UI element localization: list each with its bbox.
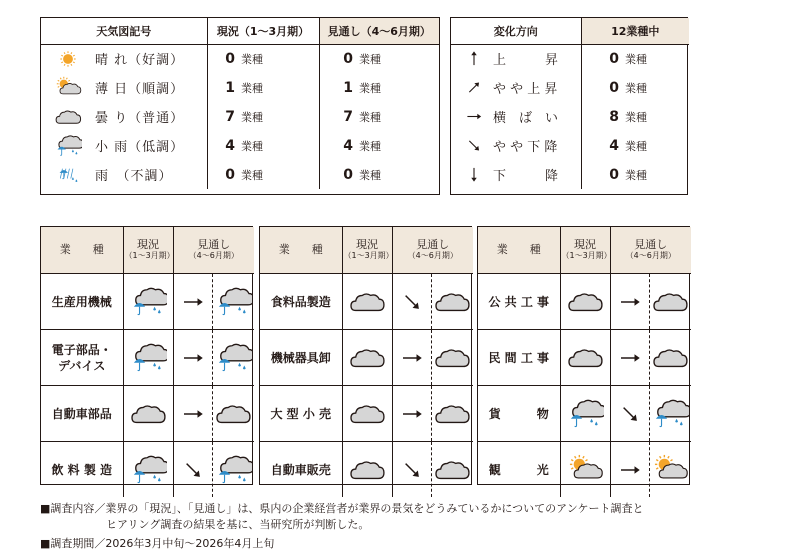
unit-label: 業種 xyxy=(241,139,263,153)
industry-name: 公 共 工 事 xyxy=(478,274,560,330)
arrow-right-icon xyxy=(173,274,212,330)
industry-name: 機械器具卸 xyxy=(260,330,342,386)
direction-legend-row xyxy=(451,102,689,131)
industry-name: 自動車販売 xyxy=(270,462,331,477)
unit-label: 業種 xyxy=(359,139,381,153)
rain-icon xyxy=(53,163,83,187)
unit-label: 業種 xyxy=(625,81,647,95)
arrow-right-icon xyxy=(610,274,649,330)
current-count: 7 xyxy=(207,102,241,131)
industry-name: 民 間 工 事 xyxy=(478,330,560,386)
direction-label: 横 ば い xyxy=(493,111,559,126)
weather-legend-label-cell xyxy=(41,131,207,160)
direction-label-cell xyxy=(451,160,581,189)
header-current: 現況（1～3月期） xyxy=(207,18,319,44)
header-symbol: 天気図記号 xyxy=(96,24,152,38)
cloud-icon xyxy=(560,330,610,386)
header-count: 12業種中 xyxy=(581,18,689,44)
direction-legend-table xyxy=(450,17,688,195)
sun-cloud-icon xyxy=(649,442,691,498)
arrow-down-right-icon xyxy=(463,136,485,155)
header-outlook: 見通し（4～6月期） xyxy=(319,18,439,44)
arrow-up-icon xyxy=(463,49,485,68)
cloud-rain-icon xyxy=(649,386,691,442)
direction-label: 下 降 xyxy=(493,169,559,184)
header-outlook: 見通し （4～6月期） xyxy=(610,227,691,274)
sun-cloud-icon xyxy=(560,442,610,498)
cloud-rain-icon xyxy=(212,442,254,498)
weather-label: 小 雨（低調） xyxy=(95,140,185,155)
arrow-right-icon xyxy=(173,330,212,386)
industry-name: 大 型 小 売 xyxy=(260,386,342,442)
cloud-rain-icon xyxy=(123,330,173,386)
cloud-icon xyxy=(431,442,473,498)
header-industry: 業 種 xyxy=(41,227,123,274)
weather-label: 曇 り（普通） xyxy=(95,111,185,126)
outlook-count: 0 xyxy=(319,44,359,73)
direction-label-cell xyxy=(451,131,581,160)
industry-name: 観 光 xyxy=(488,462,549,477)
weather-legend-label-cell xyxy=(41,102,207,131)
weather-legend-row xyxy=(41,131,439,160)
industry-row xyxy=(41,386,254,442)
direction-legend-row xyxy=(451,44,689,73)
header-current: 現況 （1～3月期） xyxy=(342,227,392,274)
direction-label-cell xyxy=(451,44,581,73)
header-current: 現況 （1～3月期） xyxy=(123,227,173,274)
cloud-icon xyxy=(342,274,392,330)
weather-legend-table xyxy=(40,17,440,195)
industry-row xyxy=(260,330,473,386)
arrow-right-icon xyxy=(610,442,649,498)
cloud-icon xyxy=(342,442,392,498)
industry-row xyxy=(478,274,691,330)
header-industry: 業 種 xyxy=(478,227,560,274)
sun-cloud-icon xyxy=(53,76,83,100)
arrow-down-right-icon xyxy=(610,386,649,442)
weather-legend-row xyxy=(41,73,439,102)
header-outlook: 見通し （4～6月期） xyxy=(392,227,473,274)
unit-label: 業種 xyxy=(241,168,263,182)
arrow-right-icon xyxy=(173,386,212,442)
direction-count: 0 xyxy=(581,160,625,189)
industry-name: 自動車部品 xyxy=(41,386,123,442)
industry-name: 食料品製造 xyxy=(260,274,342,330)
weather-legend-row xyxy=(41,160,439,189)
weather-legend-row xyxy=(41,44,439,73)
note-content: ■調査内容／業界の「現況」、「見通し」は、県内の企業経営者が業界の景気をどうみているかについてのアンケート調査と xyxy=(40,502,644,515)
weather-legend-label-cell xyxy=(41,160,207,189)
current-count: 1 xyxy=(207,73,241,102)
industry-header-row xyxy=(260,227,473,274)
note-content-cont: ヒアリング調査の結果を基に、当研究所が判断した。 xyxy=(106,518,370,531)
note-period: ■調査期間／2026年3月中旬～2026年4月上旬 xyxy=(40,537,275,550)
unit-label: 業種 xyxy=(359,110,381,124)
industry-header-row xyxy=(41,227,254,274)
unit-label: 業種 xyxy=(625,139,647,153)
industry-header-row xyxy=(478,227,691,274)
industry-row xyxy=(260,274,473,330)
arrow-down-icon xyxy=(463,165,485,184)
cloud-icon xyxy=(342,330,392,386)
cloud-icon xyxy=(123,386,173,442)
industry-row xyxy=(478,442,691,498)
weather-legend-label-cell xyxy=(41,73,207,102)
outlook-count: 0 xyxy=(319,160,359,189)
industry-row xyxy=(41,330,254,386)
unit-label: 業種 xyxy=(625,52,647,66)
arrow-down-right-icon xyxy=(173,442,212,498)
direction-count: 0 xyxy=(581,44,625,73)
weather-label: 雨 （不調） xyxy=(95,169,173,184)
unit-label: 業種 xyxy=(359,168,381,182)
unit-label: 業種 xyxy=(625,110,647,124)
header-outlook: 見通し （4～6月期） xyxy=(173,227,254,274)
industry-row xyxy=(478,330,691,386)
direction-label-cell xyxy=(451,73,581,102)
cloud-icon xyxy=(342,386,392,442)
direction-count: 0 xyxy=(581,73,625,102)
unit-label: 業種 xyxy=(359,81,381,95)
direction-label: や や 上 昇 xyxy=(493,82,558,97)
cloud-rain-icon xyxy=(212,330,254,386)
industry-row xyxy=(478,386,691,442)
industry-row xyxy=(41,274,254,330)
unit-label: 業種 xyxy=(241,52,263,66)
weather-legend-row xyxy=(41,102,439,131)
direction-legend-row xyxy=(451,131,689,160)
arrow-down-right-icon xyxy=(392,274,431,330)
weather-label: 薄 日（順調） xyxy=(95,82,185,97)
direction-count: 8 xyxy=(581,102,625,131)
arrow-up-right-icon xyxy=(463,78,485,97)
industry-table xyxy=(477,226,690,485)
current-count: 0 xyxy=(207,44,241,73)
outlook-count: 7 xyxy=(319,102,359,131)
arrow-right-icon xyxy=(392,386,431,442)
current-count: 0 xyxy=(207,160,241,189)
industry-table xyxy=(259,226,472,485)
arrow-right-icon xyxy=(463,107,485,126)
cloud-rain-icon xyxy=(212,274,254,330)
industry-table xyxy=(40,226,253,485)
arrow-right-icon xyxy=(610,330,649,386)
direction-label: や や 下 降 xyxy=(493,140,558,155)
unit-label: 業種 xyxy=(359,52,381,66)
header-current: 現況 （1～3月期） xyxy=(560,227,610,274)
direction-count: 4 xyxy=(581,131,625,160)
industry-name: 飲 料 製 造 xyxy=(51,462,113,477)
weather-label: 晴 れ（好調） xyxy=(95,53,185,69)
direction-label-cell xyxy=(451,102,581,131)
cloud-icon xyxy=(212,386,254,442)
outlook-count: 4 xyxy=(319,131,359,160)
cloud-rain-icon xyxy=(53,134,83,158)
unit-label: 業種 xyxy=(241,110,263,124)
cloud-rain-icon xyxy=(560,386,610,442)
direction-label: 上 昇 xyxy=(493,53,559,69)
sun-icon xyxy=(53,47,83,71)
industry-name: 生産用機械 xyxy=(41,274,123,330)
direction-legend-row xyxy=(451,160,689,189)
industry-row xyxy=(260,386,473,442)
arrow-down-right-icon xyxy=(392,442,431,498)
header-industry: 業 種 xyxy=(260,227,342,274)
direction-legend-row xyxy=(451,73,689,102)
industry-name: 電子部品・ デバイス xyxy=(41,330,123,386)
industry-name: 貨 物 xyxy=(478,386,560,442)
outlook-count: 1 xyxy=(319,73,359,102)
cloud-icon xyxy=(53,105,83,129)
cloud-icon xyxy=(431,330,473,386)
cloud-icon xyxy=(649,274,691,330)
current-count: 4 xyxy=(207,131,241,160)
cloud-rain-icon xyxy=(123,442,173,498)
industry-row xyxy=(41,442,254,498)
arrow-right-icon xyxy=(392,330,431,386)
cloud-icon xyxy=(431,274,473,330)
cloud-icon xyxy=(649,330,691,386)
header-direction: 変化方向 xyxy=(493,24,538,38)
industry-row xyxy=(260,442,473,498)
cloud-rain-icon xyxy=(123,274,173,330)
cloud-icon xyxy=(431,386,473,442)
unit-label: 業種 xyxy=(625,168,647,182)
unit-label: 業種 xyxy=(241,81,263,95)
cloud-icon xyxy=(560,274,610,330)
weather-legend-label-cell xyxy=(41,44,207,73)
